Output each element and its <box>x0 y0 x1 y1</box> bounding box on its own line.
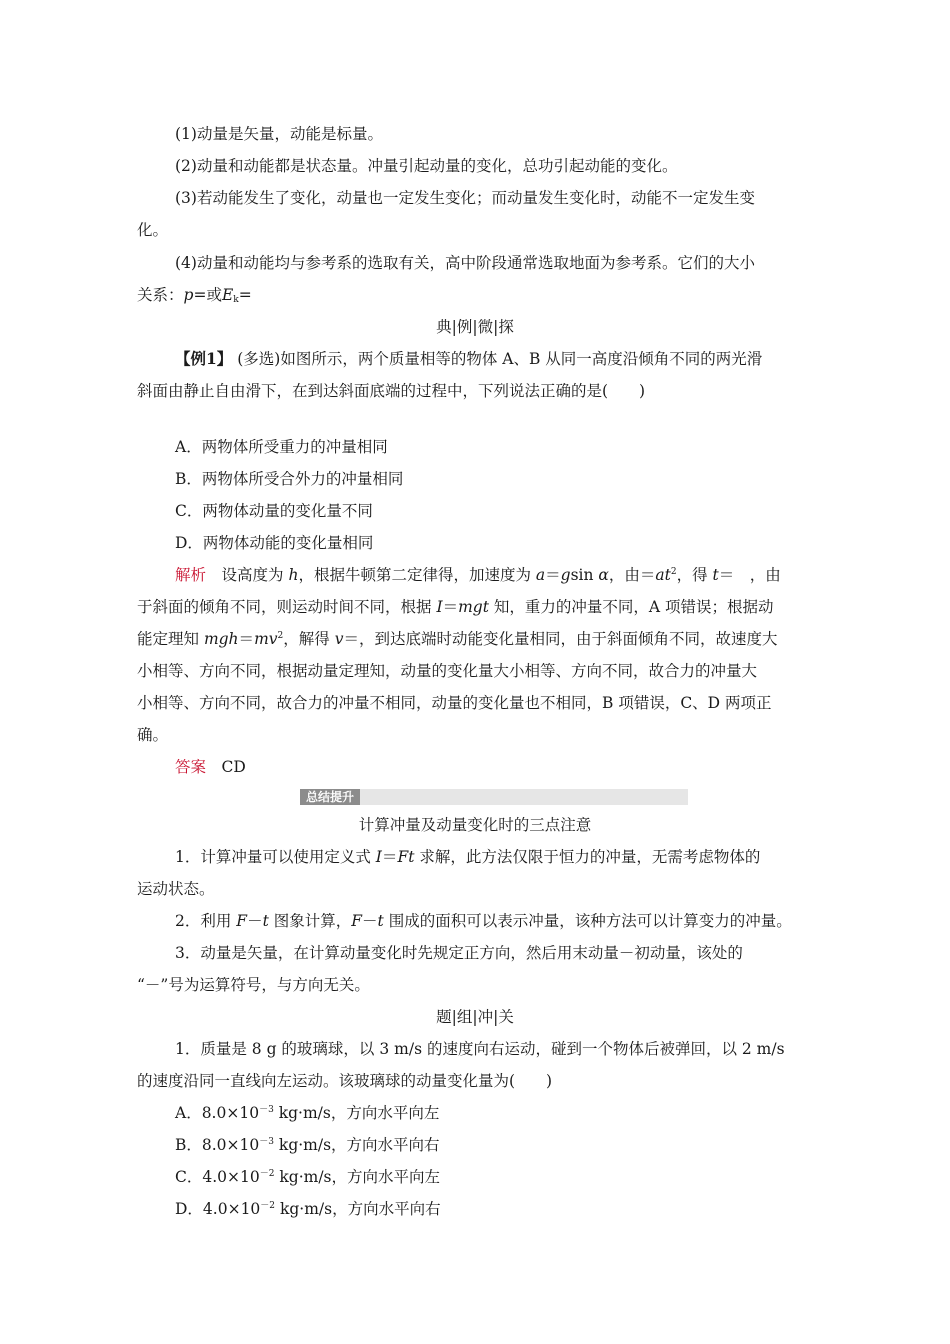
example-1-line2: 斜面由静止自由滑下，在到达斜面底端的过程中，下列说法正确的是( ) <box>137 382 646 400</box>
summary-banner <box>300 789 688 805</box>
summary-title: 计算冲量及动量变化时的三点注意 <box>358 816 592 834</box>
analysis-line6: 确。 <box>137 726 169 744</box>
analysis-line3: 能定理知 $mgh=mv^2$，解得 v＝，到达底端时动能变化量相同，由于斜面倾角不同，故速度大 <box>137 630 778 648</box>
exercise-option-d: D．$4.0\times 10^{-2}$ kg·m/s，方向水平向右 <box>175 1200 441 1218</box>
analysis-line1: 解析 设高度为 h，根据牛顿第二定律得，加速度为 a＝gsin α，由$=at^2$，得 t＝ ，由 <box>175 566 781 584</box>
summary-point-3-line2: “－”号为运算符号，与方向无关。 <box>137 976 370 994</box>
analysis-label: 解析 <box>175 566 207 584</box>
option-c: C．两物体动量的变化量不同 <box>175 502 373 520</box>
summary-point-3-line1: 3．动量是矢量，在计算动量变化时先规定正方向，然后用末动量－初动量，该处的 <box>175 944 743 962</box>
summary-point-1-line1: 1．计算冲量可以使用定义式 I＝Ft 求解，此方法仅限于恒力的冲量，无需考虑物体的 <box>175 848 761 866</box>
note-1: (1)动量是矢量，动能是标量。 <box>175 125 383 143</box>
answer-line <box>175 756 246 778</box>
answer-label: 答案 <box>175 758 207 776</box>
exercise-option-c: C．$4.0\times 10^{-2}$ kg·m/s，方向水平向左 <box>175 1168 441 1186</box>
exercise-option-b: B．$8.0\times 10^{-3}$ kg·m/s，方向水平向右 <box>175 1136 440 1154</box>
answer-value: CD <box>206 758 246 776</box>
exercise-1-line1: 1．质量是 8 g 的玻璃球，以 3 m/s 的速度向右运动，碰到一个物体后被弹回，以 2 m/s <box>175 1040 785 1058</box>
analysis-line2: 于斜面的倾角不同，则运动时间不同，根据 I＝mgt 知，重力的冲量不同，A 项错误；根据动 <box>137 598 774 616</box>
section-heading-exercises: 题|组|冲|关 <box>436 1008 514 1026</box>
option-b: B．两物体所受合外力的冲量相同 <box>175 470 404 488</box>
exercise-1-line2: 的速度沿同一直线向左运动。该玻璃球的动量变化量为( ) <box>137 1072 553 1090</box>
note-4-line2: 关系：p=或$E_k=$ <box>137 286 252 305</box>
option-a: A．两物体所受重力的冲量相同 <box>175 438 388 456</box>
summary-banner-label: 总结提升 <box>300 789 360 805</box>
summary-point-1-line2: 运动状态。 <box>137 880 215 898</box>
analysis-line4: 小相等、方向不同，根据动量定理知，动量的变化量大小相等、方向不同，故合力的冲量大 <box>137 662 758 680</box>
note-3-line2: 化。 <box>137 221 169 239</box>
note-3-line1: (3)若动能发生了变化，动量也一定发生变化；而动量发生变化时，动能不一定发生变 <box>175 189 755 207</box>
note-4-line1: (4)动量和动能均与参考系的选取有关，高中阶段通常选取地面为参考系。它们的大小 <box>175 254 755 272</box>
section-heading-examples: 典|例|微|探 <box>436 318 514 336</box>
example-tag: 【例1】 <box>175 349 233 368</box>
summary-point-2: 2．利用 F－t 图象计算，F－t 围成的面积可以表示冲量，该种方法可以计算变力的冲量。 <box>175 912 792 930</box>
example-1-line1: 【例1】 (多选)如图所示，两个质量相等的物体 A、B 从同一高度沿倾角不同的两光滑 <box>175 349 763 368</box>
note-2: (2)动量和动能都是状态量。冲量引起动量的变化，总功引起动能的变化。 <box>175 157 678 175</box>
analysis-line5: 小相等、方向不同，故合力的冲量不相同，动量的变化量也不相同，B 项错误，C、D 两项正 <box>137 694 772 712</box>
exercise-option-a: A．$8.0\times 10^{-3}$ kg·m/s，方向水平向左 <box>175 1104 440 1122</box>
option-d: D．两物体动能的变化量相同 <box>175 534 374 552</box>
